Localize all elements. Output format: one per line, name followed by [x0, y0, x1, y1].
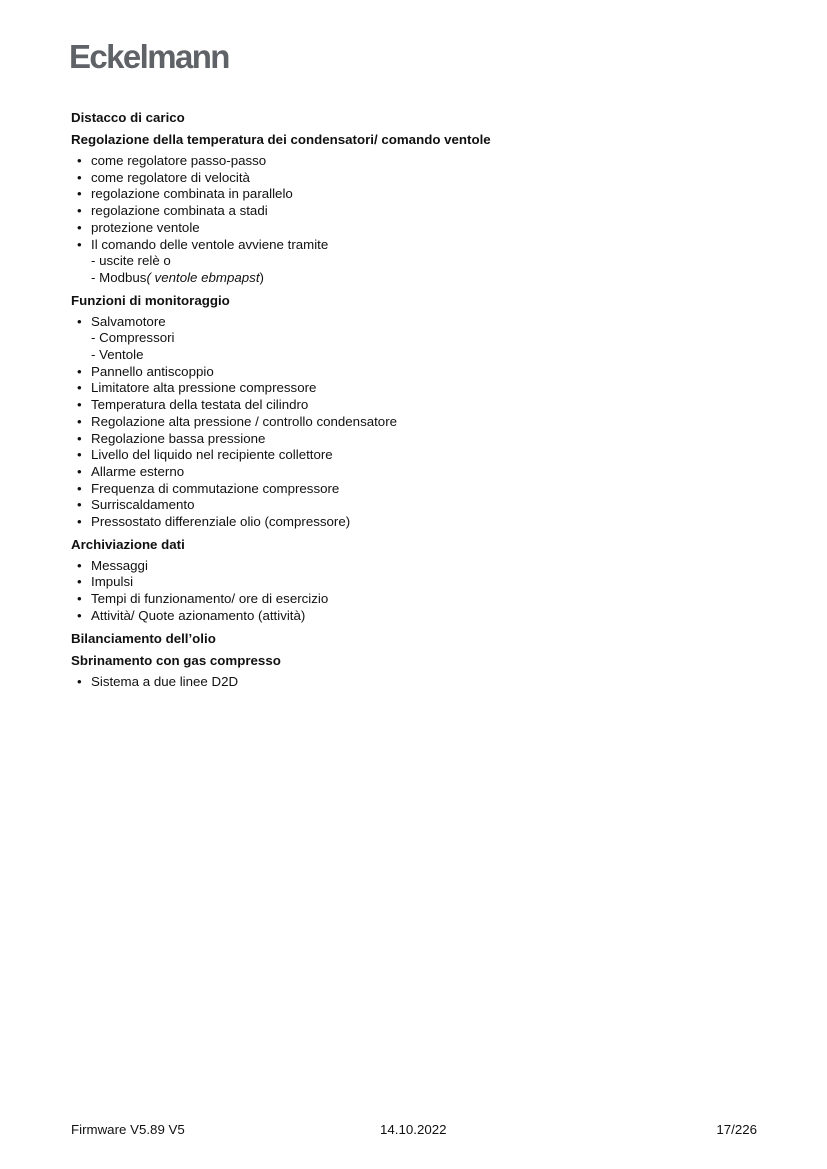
list-item: • come regolatore di velocità: [71, 170, 771, 187]
section-heading: Sbrinamento con gas compresso: [71, 652, 281, 668]
list-item: • Temperatura della testata del cilindro: [71, 397, 771, 414]
modbus-prefix: - Modbus: [91, 269, 147, 285]
list-item: • Regolazione alta pressione / controllo condensatore: [71, 414, 771, 431]
sub-list: [91, 330, 771, 363]
section-heading: Distacco di carico: [71, 110, 185, 125]
sub-list-item: [91, 270, 771, 287]
document-body: [71, 109, 771, 695]
footer-date: 14.10.2022: [380, 1122, 447, 1137]
list-item: • Frequenza di commutazione compressore: [71, 481, 771, 498]
modbus-italic-text: ( ventole ebmpapst: [146, 269, 260, 285]
list-item: • Sistema a due linee D2D: [71, 674, 771, 691]
list-item: [71, 314, 771, 364]
list-item: • Pressostato differenziale olio (compressore): [71, 514, 771, 531]
section-heading: Bilanciamento dell’olio: [71, 630, 216, 646]
sub-list: [91, 253, 771, 286]
list-item: • Limitatore alta pressione compressore: [71, 380, 771, 397]
company-logo: Eckelmann: [69, 38, 229, 75]
sub-list-item: - Ventole: [91, 347, 144, 363]
list-item: • Impulsi: [71, 574, 771, 591]
section-heading: Funzioni di monitoraggio: [71, 292, 230, 308]
sub-list-item: - Compressori: [91, 330, 175, 346]
bullet-list: [71, 558, 771, 625]
list-item: • Messaggi: [71, 558, 771, 575]
list-item: • regolazione combinata a stadi: [71, 203, 771, 220]
list-item: • Surriscaldamento: [71, 497, 771, 514]
list-item-text: Il comando delle ventole avviene tramite: [91, 236, 329, 252]
section-heading: Archiviazione dati: [71, 536, 185, 552]
list-item: • Livello del liquido nel recipiente collettore: [71, 447, 771, 464]
list-item: • Tempi di funzionamento/ ore di esercizio: [71, 591, 771, 608]
list-item: [71, 237, 771, 287]
list-item: • come regolatore passo-passo: [71, 153, 771, 170]
list-item: • regolazione combinata in parallelo: [71, 186, 771, 203]
modbus-suffix: ): [259, 269, 264, 285]
bullet-list: [71, 314, 771, 531]
bullet-list: [71, 674, 771, 691]
list-item: • protezione ventole: [71, 220, 771, 237]
section-heading: Regolazione della temperatura dei condensatori/ comando ventole: [71, 132, 491, 147]
list-item: • Attività/ Quote azionamento (attività): [71, 608, 771, 625]
bullet-list: [71, 153, 771, 287]
footer-page-number: 17/226: [716, 1122, 757, 1137]
sub-list-item: - uscite relè o: [91, 253, 171, 269]
list-item: • Pannello antiscoppio: [71, 364, 771, 381]
footer-firmware-version: Firmware V5.89 V5: [71, 1122, 185, 1137]
list-item: • Regolazione bassa pressione: [71, 431, 771, 448]
list-item: • Allarme esterno: [71, 464, 771, 481]
list-item-text: Salvamotore: [91, 313, 166, 329]
